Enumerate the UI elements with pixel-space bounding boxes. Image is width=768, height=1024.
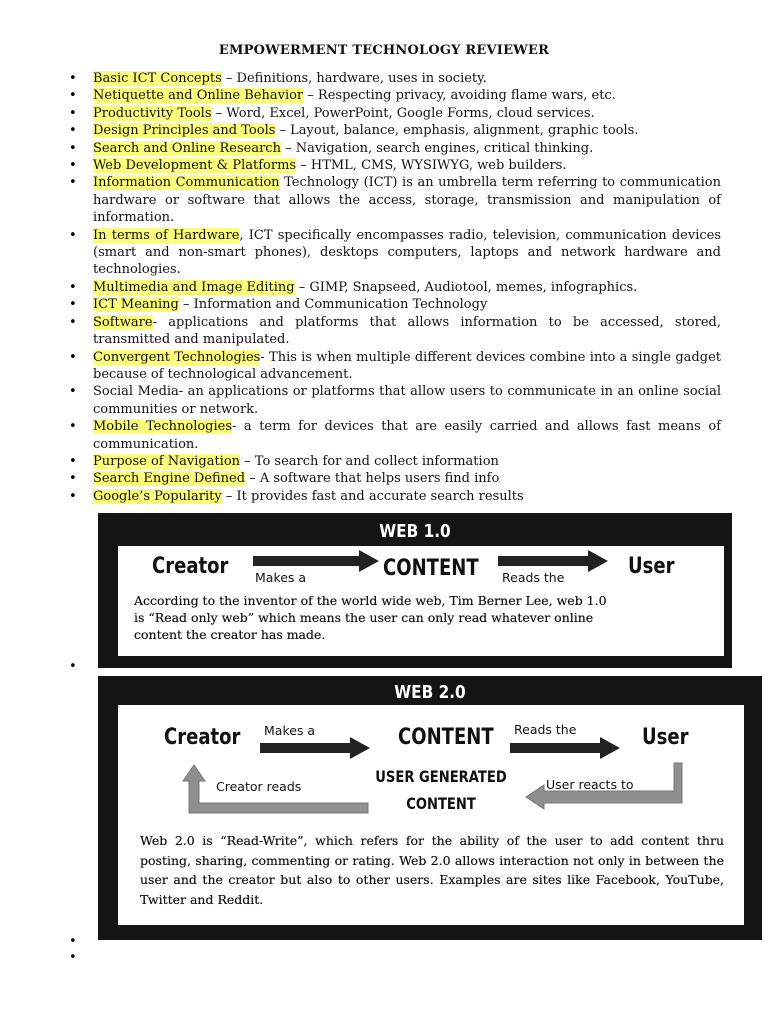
list-item (93, 349, 721, 384)
web2-creator-label: Creator (164, 725, 241, 750)
arrow-right-icon (498, 548, 610, 574)
list-item (93, 488, 721, 505)
highlighted-term: Productivity Tools (93, 105, 212, 121)
highlighted-term: In terms of Hardware (93, 227, 240, 243)
list-item (93, 70, 721, 87)
highlighted-term: Mobile Technologies (93, 419, 233, 435)
web2-user-reacts-label: User reacts to (546, 777, 634, 792)
web1-description: According to the inventor of the world wide web, Tim Berner Lee, web 1.0 is “Read only web” which means the user can only read whatever online content the creator has made. (134, 593, 607, 642)
item-text: – HTML, CMS, WYSIWYG, web builders. (296, 158, 567, 174)
item-text: - applications and platforms that allows information to be accessed, stored, transmitted and manipulated. (93, 314, 721, 348)
list-item (93, 174, 721, 226)
list-item (93, 453, 721, 470)
item-text: Technology (ICT) is an umbrella term referring to communication hardware or software that allows the access, storage, transmission and manipulation of information. (93, 175, 721, 226)
list-item (93, 296, 721, 313)
web2-creator-reads-label: Creator reads (216, 779, 302, 794)
item-text: – GIMP, Snapseed, Audiotool, memes, infographics. (294, 279, 638, 295)
empty-bullet: • (69, 659, 77, 674)
highlighted-term: Web Development & Platforms (93, 158, 297, 174)
web2-box (118, 705, 744, 925)
web1-creator-label: Creator (152, 554, 229, 579)
web2-ugc-line2: CONTENT (406, 794, 476, 813)
item-text: - a term for devices that are easily carried and allows fast means of communication. (93, 419, 722, 452)
list-item (93, 157, 721, 174)
topic-list (93, 70, 721, 505)
web1-content-label: CONTENT (383, 556, 479, 581)
web1-user-label: User (628, 554, 675, 579)
item-text: – Information and Communication Technology (178, 297, 488, 313)
highlighted-term: Basic ICT Concepts (93, 71, 222, 86)
highlighted-term: Search Engine Defined (93, 471, 246, 487)
empty-bullet: • (69, 950, 77, 965)
item-text: – Layout, balance, emphasis, alignment, graphic tools. (275, 123, 639, 139)
highlighted-term: Information Communication (93, 175, 280, 191)
arrow-right-icon (253, 548, 381, 574)
item-text: – Respecting privacy, avoiding flame wars, etc. (303, 88, 616, 104)
web1-makes-label: Makes a (255, 570, 307, 585)
list-item (93, 279, 721, 296)
item-text: – Navigation, search engines, critical thinking. (280, 140, 594, 156)
list-item (93, 140, 721, 157)
arrow-right-icon (260, 735, 372, 761)
item-text: – To search for and collect information (240, 453, 499, 469)
item-text: - This is when multiple different devices combine into a single gadget because of technological advancement. (93, 349, 721, 382)
list-item (93, 418, 721, 453)
list-item (93, 87, 721, 104)
web2-ugc-line1: USER GENERATED (375, 767, 507, 786)
web2-description: Web 2.0 is “Read-Write”, which refers for the ability of the user to add content thru posting, sharing, commenting or rating. Web 2.0 allows interaction not only in between the user and the creator but also to other users. Examples are sites like Facebook, YouTube, Twitter and Reddit. (140, 833, 724, 907)
web1-diagram (98, 513, 732, 668)
web2-diagram (98, 676, 762, 940)
web2-reads-label: Reads the (514, 722, 577, 737)
web2-makes-label: Makes a (264, 723, 316, 738)
item-text: – A software that helps users find info (245, 471, 500, 487)
web1-reads-label: Reads the (502, 570, 565, 585)
item-text: – Word, Excel, PowerPoint, Google Forms, cloud services. (211, 105, 595, 121)
list-item (93, 383, 721, 418)
list-item (93, 314, 721, 349)
highlighted-term: Netiquette and Online Behavior (93, 88, 304, 104)
highlighted-term: Multimedia and Image Editing (93, 279, 295, 295)
web1-title: WEB 1.0 (379, 521, 451, 542)
item-text: – It provides fast and accurate search results (221, 488, 524, 504)
list-item (93, 105, 721, 122)
web1-box (118, 546, 724, 656)
list-item (93, 122, 721, 139)
list-item (93, 470, 721, 487)
highlighted-term: ICT Meaning (93, 297, 179, 313)
page-title: EMPOWERMENT TECHNOLOGY REVIEWER (218, 43, 550, 58)
web2-title: WEB 2.0 (394, 682, 466, 703)
highlighted-term: Design Principles and Tools (93, 123, 276, 139)
arrow-right-icon (510, 735, 622, 761)
item-text: – Definitions, hardware, uses in society. (221, 71, 487, 86)
highlighted-term: Software (93, 314, 153, 330)
list-item (93, 227, 721, 279)
empty-bullet: • (69, 934, 77, 949)
web2-content-label: CONTENT (398, 725, 494, 750)
highlighted-term: Search and Online Research (93, 140, 281, 156)
item-text: Social Media- an applications or platforms that allow users to communicate in an online social communities or network. (93, 384, 721, 417)
highlighted-term: Google’s Popularity (93, 488, 222, 504)
web2-user-label: User (642, 725, 689, 750)
highlighted-term: Purpose of Navigation (93, 453, 241, 469)
web2-ugc-label (363, 763, 519, 817)
highlighted-term: Convergent Technologies (93, 349, 261, 365)
item-text: , ICT specifically encompasses radio, television, communication devices (smart and non-smart phones), desktops computers, laptops and network hardware and technologies. (93, 227, 721, 278)
